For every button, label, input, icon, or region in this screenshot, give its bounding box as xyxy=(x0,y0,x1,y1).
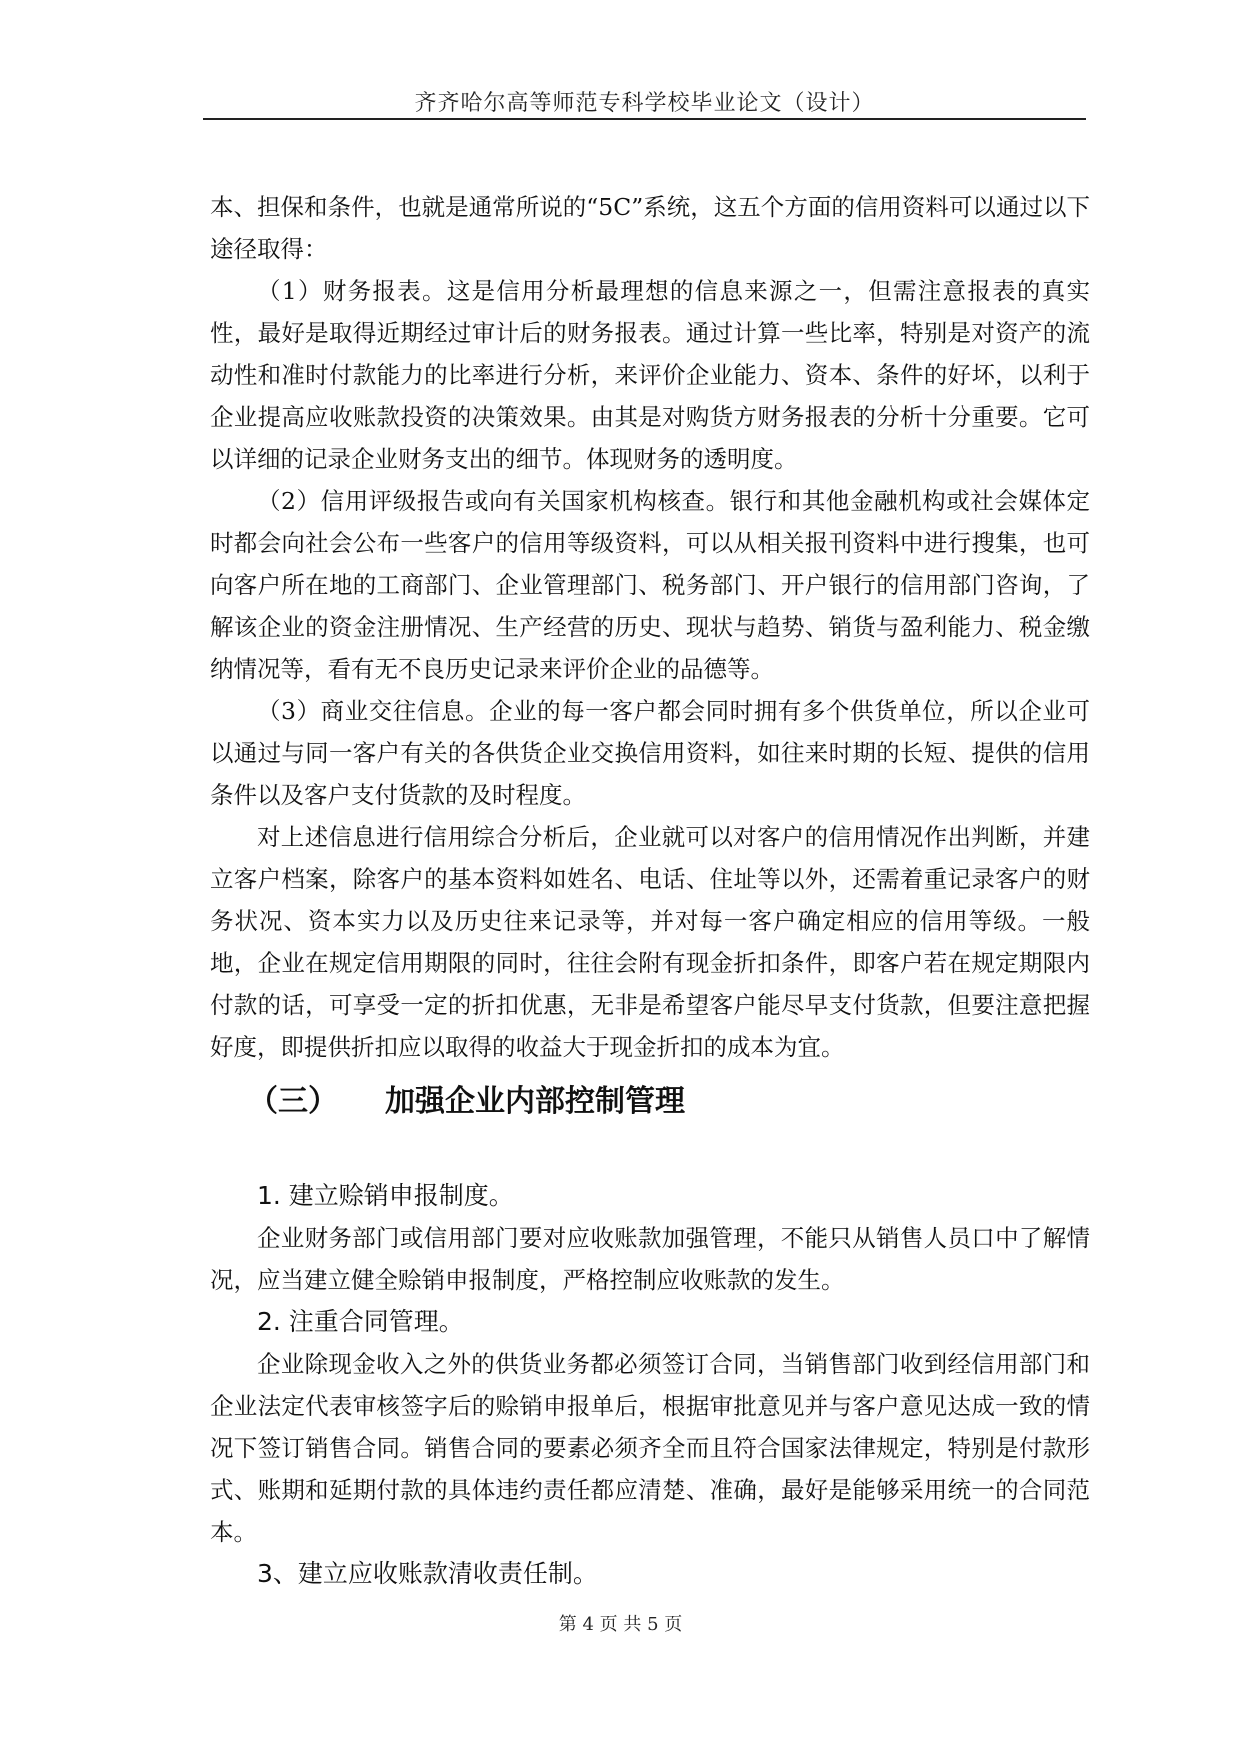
paragraph: 企业除现金收入之外的供货业务都必须签订合同，当销售部门收到经信用部门和企业法定代表审核签字后的赊销申报单后，根据审批意见并与客户意见达成一致的情况下签订销售合同。销售合同的要素必须齐全而且符合国家法律规定，特别是付款形式、账期和延期付款的具体违约责任都应清楚、准确，最好是能够采用统一的合同范本。 xyxy=(210,1350,1090,1546)
subheading-3: 3、建立应收账款清收责任制。 xyxy=(257,1559,598,1588)
paragraph: 本、担保和条件，也就是通常所说的“5C”系统，这五个方面的信用资料可以通过以下途径取得： xyxy=(210,193,1090,263)
page-header xyxy=(203,82,1086,120)
header-title: 齐齐哈尔高等师范专科学校毕业论文（设计） xyxy=(414,91,875,116)
section-heading xyxy=(248,1080,685,1124)
section-title: 加强企业内部控制管理 xyxy=(385,1084,685,1119)
paragraph: （2）信用评级报告或向有关国家机构核查。银行和其他金融机构或社会媒体定时都会向社会公布一些客户的信用等级资料，可以从相关报刊资料中进行搜集，也可向客户所在地的工商部门、企业管理部门、税务部门、开户银行的信用部门咨询，了解该企业的资金注册情况、生产经营的历史、现状与趋势、销货与盈利能力、税金缴纳情况等，看有无不良历史记录来评价企业的品德等。 xyxy=(210,487,1090,683)
paragraph: 企业财务部门或信用部门要对应收账款加强管理，不能只从销售人员口中了解情况，应当建立健全赊销申报制度，严格控制应收账款的发生。 xyxy=(210,1224,1090,1294)
subheading-1: 1. 建立赊销申报制度。 xyxy=(257,1181,514,1210)
body-block-1 xyxy=(210,186,1090,1068)
body-block-2 xyxy=(210,1175,1090,1595)
paragraph: （1）财务报表。这是信用分析最理想的信息来源之一，但需注意报表的真实性，最好是取得近期经过审计后的财务报表。通过计算一些比率，特别是对资产的流动性和准时付款能力的比率进行分析，来评价企业能力、资本、条件的好坏，以利于企业提高应收账款投资的决策效果。由其是对购货方财务报表的分析十分重要。它可以详细的记录企业财务支出的细节。体现财务的透明度。 xyxy=(210,277,1090,473)
paragraph: 对上述信息进行信用综合分析后，企业就可以对客户的信用情况作出判断，并建立客户档案，除客户的基本资料如姓名、电话、住址等以外，还需着重记录客户的财务状况、资本实力以及历史往来记录等，并对每一客户确定相应的信用等级。一般地，企业在规定信用期限的同时，往往会附有现金折扣条件，即客户若在规定期限内付款的话，可享受一定的折扣优惠，无非是希望客户能尽早支付货款，但要注意把握好度，即提供折扣应以取得的收益大于现金折扣的成本为宜。 xyxy=(210,823,1090,1061)
page-footer: 第 4 页 共 5 页 xyxy=(558,1614,683,1635)
paragraph: （3）商业交往信息。企业的每一客户都会同时拥有多个供货单位，所以企业可以通过与同一客户有关的各供货企业交换信用资料，如往来时期的长短、提供的信用条件以及客户支付货款的及时程度。 xyxy=(210,697,1090,809)
subheading-2: 2. 注重合同管理。 xyxy=(257,1307,464,1336)
section-number: （三） xyxy=(248,1084,338,1119)
